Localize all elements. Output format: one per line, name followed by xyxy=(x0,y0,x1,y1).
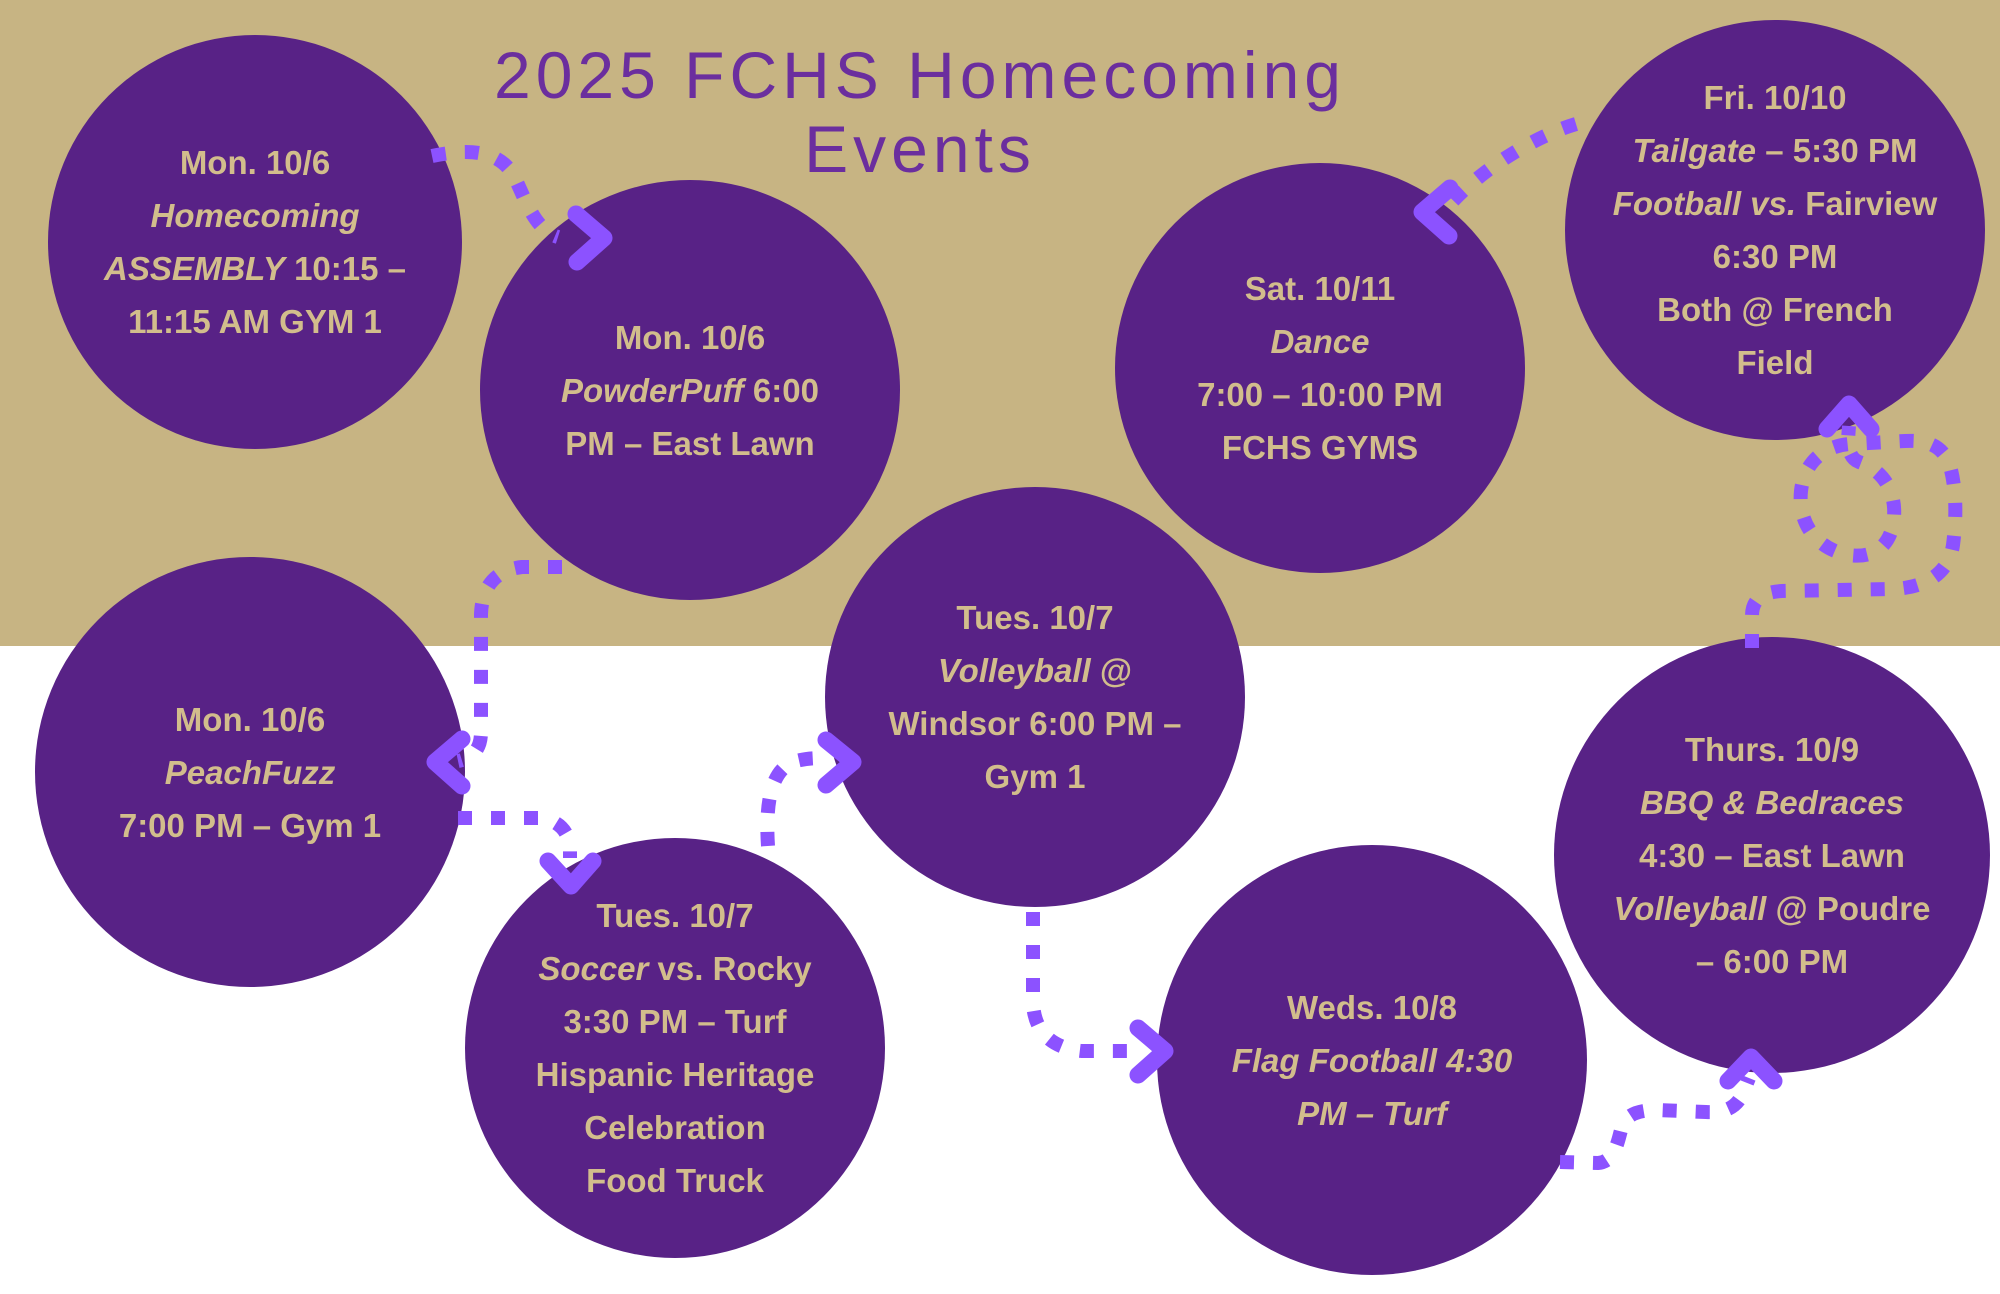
event-text xyxy=(1613,71,1938,389)
event-text-line xyxy=(1197,368,1443,421)
event-circle-soccer xyxy=(465,838,885,1258)
event-text-line xyxy=(104,295,406,348)
event-text-line xyxy=(1613,935,1930,988)
event-text-line xyxy=(888,750,1181,803)
event-text-line xyxy=(1197,262,1443,315)
event-text-line xyxy=(1613,723,1930,776)
event-text-segment: 3:30 PM – Turf xyxy=(563,1003,787,1040)
event-text-line xyxy=(561,311,819,364)
event-text-segment: Celebration xyxy=(584,1109,766,1146)
event-text-segment: PM – East Lawn xyxy=(565,424,815,462)
event-text-line xyxy=(1613,230,1938,283)
event-text-segment: Thurs. 10/9 xyxy=(1684,730,1860,768)
event-circle-volleyball xyxy=(825,487,1245,907)
event-text-segment: vs. Rocky xyxy=(648,950,812,987)
event-text-segment: Tues. 10/7 xyxy=(596,897,754,934)
flow-arrow-flagfootball-to-thursday xyxy=(1560,1057,1774,1163)
event-text-segment: 6:00 xyxy=(743,371,819,409)
event-text-segment: 7:00 – 10:00 PM xyxy=(1197,376,1443,413)
event-text-line xyxy=(888,697,1181,750)
event-text-segment: 11:15 AM GYM 1 xyxy=(128,303,382,340)
event-text xyxy=(104,136,406,348)
event-text-segment: 7:00 PM – Gym 1 xyxy=(118,806,382,844)
event-text-emphasis: Homecoming xyxy=(150,197,360,234)
event-text-segment: – 5:30 PM xyxy=(1756,132,1918,169)
event-text-line xyxy=(104,242,406,295)
event-text xyxy=(888,591,1181,803)
event-text xyxy=(1197,262,1443,474)
event-text-line xyxy=(104,189,406,242)
event-circle-assembly xyxy=(48,35,462,449)
event-text-segment: Windsor 6:00 PM – xyxy=(888,705,1182,742)
event-text-segment: Gym 1 xyxy=(984,758,1086,795)
event-text-line xyxy=(119,746,381,799)
event-text-emphasis: Tailgate xyxy=(1632,132,1757,169)
event-text-line xyxy=(1613,124,1938,177)
event-text-segment: Mon. 10/6 xyxy=(614,318,766,356)
event-text-line xyxy=(561,364,819,417)
event-circle-powderpuff xyxy=(480,180,900,600)
event-text-line xyxy=(1197,315,1443,368)
event-text-segment: Field xyxy=(1736,344,1814,381)
event-text-segment: Hispanic Heritage xyxy=(535,1056,815,1093)
event-text-line xyxy=(1232,981,1513,1034)
event-circle-dance xyxy=(1115,163,1525,573)
event-text-segment: @ Poudre xyxy=(1766,889,1931,927)
event-text-segment: Fairview xyxy=(1796,185,1938,222)
event-text-emphasis: Dance xyxy=(1270,323,1370,360)
event-circle-flag-football xyxy=(1157,845,1587,1275)
event-circle-peachfuzz xyxy=(35,557,465,987)
event-text-segment: Food Truck xyxy=(586,1162,764,1199)
event-text-line xyxy=(561,417,819,470)
event-text-line xyxy=(1613,336,1938,389)
event-text-line xyxy=(1613,177,1938,230)
event-text-line xyxy=(1613,829,1930,882)
event-text xyxy=(119,693,381,852)
event-text-line xyxy=(1232,1034,1513,1087)
event-text xyxy=(1613,723,1930,988)
event-text-line xyxy=(536,1101,815,1154)
event-text-line xyxy=(536,942,815,995)
event-text-line xyxy=(119,799,381,852)
event-text-line xyxy=(104,136,406,189)
event-text-line xyxy=(1232,1087,1513,1140)
event-text-emphasis: PowderPuff xyxy=(561,371,744,409)
page-title-line1: 2025 FCHS Homecoming xyxy=(494,38,1346,112)
event-circle-friday-football xyxy=(1565,20,1985,440)
event-text-line xyxy=(536,1154,815,1207)
event-text-segment: Tues. 10/7 xyxy=(956,599,1114,636)
event-text xyxy=(536,889,815,1207)
event-text-line xyxy=(536,995,815,1048)
event-text-emphasis: PM – Turf xyxy=(1297,1094,1447,1132)
event-text-line xyxy=(1197,421,1443,474)
event-text-emphasis: Football vs. xyxy=(1612,185,1797,222)
event-text-segment: 4:30 – East Lawn xyxy=(1639,836,1905,874)
event-text-segment: @ xyxy=(1090,652,1133,689)
event-text-segment: Both @ French xyxy=(1657,291,1893,328)
event-text-segment: Sat. 10/11 xyxy=(1244,270,1396,307)
event-text-segment: FCHS GYMS xyxy=(1221,429,1419,466)
event-text-line xyxy=(1613,882,1930,935)
event-text-segment: – 6:00 PM xyxy=(1695,942,1849,980)
event-text-emphasis: Volleyball xyxy=(937,652,1091,689)
event-text-line xyxy=(536,889,815,942)
event-text-segment: Mon. 10/6 xyxy=(174,700,326,738)
event-text-emphasis: Volleyball xyxy=(1613,889,1767,927)
event-text-emphasis: Flag Football 4:30 xyxy=(1231,1041,1513,1079)
flow-arrow-volleyball-to-flagfootball xyxy=(1033,912,1165,1075)
event-text-segment: Fri. 10/10 xyxy=(1703,79,1847,116)
event-text-emphasis: ASSEMBLY xyxy=(104,250,285,287)
event-circle-thursday-bbq xyxy=(1554,637,1990,1073)
event-text-segment: 6:30 PM xyxy=(1712,238,1838,275)
event-text-line xyxy=(536,1048,815,1101)
event-text-line xyxy=(1613,71,1938,124)
event-text-segment: Weds. 10/8 xyxy=(1287,988,1457,1026)
page-title-line2: Events xyxy=(804,112,1036,186)
event-text-emphasis: BBQ & Bedraces xyxy=(1639,783,1905,821)
event-text-line xyxy=(888,644,1181,697)
event-text xyxy=(561,311,819,470)
event-text-line xyxy=(119,693,381,746)
event-text-segment: Mon. 10/6 xyxy=(179,144,331,181)
event-text-segment: 10:15 – xyxy=(284,250,406,287)
event-text-line xyxy=(1613,776,1930,829)
event-text xyxy=(1232,981,1513,1140)
event-text-line xyxy=(1613,283,1938,336)
event-text-emphasis: PeachFuzz xyxy=(164,753,336,791)
event-text-line xyxy=(888,591,1181,644)
event-text-emphasis: Soccer xyxy=(538,950,649,987)
